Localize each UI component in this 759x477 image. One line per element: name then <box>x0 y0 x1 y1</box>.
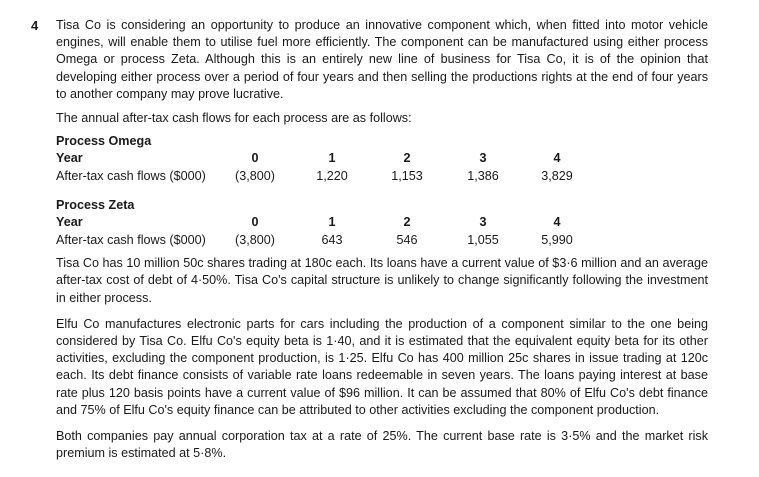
cash-flow-cell: 546 <box>396 232 418 247</box>
cash-flow-cell: 1,153 <box>391 168 423 183</box>
cash-flow-cell: 643 <box>321 232 343 247</box>
year-cell: 0 <box>251 151 259 166</box>
year-label: Year <box>56 215 83 230</box>
year-row <box>56 214 708 232</box>
cash-flow-cell: 1,220 <box>316 168 348 183</box>
intro-paragraph: Tisa Co is considering an opportunity to produce an innovative component which, when fitted into motor vehicle engines, will enable them to utilise fuel more efficiently. The component can be manufactured using either process Omega or process Zeta. Although this is an entirely new line of business for Tisa Co, it is of the opinion that developing either process over a period of four years and then selling the productions rights at the end of four years to another company may prove lucrative. <box>56 18 708 101</box>
cash-flow-cell: 1,055 <box>467 232 499 247</box>
cash-flow-lead-in: The annual after-tax cash flows for each process are as follows: <box>56 111 412 126</box>
process-zeta-table <box>56 197 708 249</box>
cash-flow-cell: (3,800) <box>235 168 275 183</box>
tisa-capital-paragraph: Tisa Co has 10 million 50c shares trading at 180c each. Its loans have a current value of $3·6 million and an average after-tax cost of debt of 4·50%. Tisa Co's capital structure is unlikely to change significantly following the investment in either process. <box>56 256 708 305</box>
year-cell: 3 <box>479 151 487 166</box>
cash-flow-cell: 5,990 <box>541 232 573 247</box>
process-title: Process Omega <box>56 134 152 149</box>
year-cell: 4 <box>553 215 561 230</box>
tax-paragraph: Both companies pay annual corporation tax at a rate of 25%. The current base rate is 3·5% and the market risk premium is estimated at 5·8%. <box>56 429 708 461</box>
cash-flow-label: After-tax cash flows ($000) <box>56 168 206 183</box>
year-cell: 4 <box>553 151 561 166</box>
question-number: 4 <box>31 18 39 33</box>
cash-flow-cell: 3,829 <box>541 168 573 183</box>
cash-flow-row <box>56 168 708 186</box>
year-cell: 0 <box>251 215 259 230</box>
question-body <box>56 17 708 462</box>
year-cell: 1 <box>328 151 336 166</box>
year-cell: 2 <box>403 151 411 166</box>
year-cell: 1 <box>328 215 336 230</box>
year-cell: 2 <box>403 215 411 230</box>
year-cell: 3 <box>479 215 487 230</box>
year-row <box>56 150 708 168</box>
year-label: Year <box>56 151 83 166</box>
elfu-paragraph: Elfu Co manufactures electronic parts for cars including the production of a component similar to the one being considered by Tisa Co. Elfu Co's equity beta is 1·40, and it is estimated that the equivalent equity beta for its other activities, excluding the component production, is 1·25. Elfu Co has 400 million 25c shares in issue trading at 120c each. Its debt finance consists of variable rate loans redeemable in seven years. The loans paying interest at base rate plus 120 basis points have a current value of $96 million. It can be assumed that 80% of Elfu Co's debt finance and 75% of Elfu Co's equity finance can be attributed to other activities excluding the component production. <box>56 316 708 417</box>
cash-flow-cell: (3,800) <box>235 232 275 247</box>
process-omega-table <box>56 133 708 185</box>
cash-flow-row <box>56 232 708 250</box>
process-title: Process Zeta <box>56 198 135 213</box>
cash-flow-label: After-tax cash flows ($000) <box>56 232 206 247</box>
cash-flow-cell: 1,386 <box>467 168 499 183</box>
